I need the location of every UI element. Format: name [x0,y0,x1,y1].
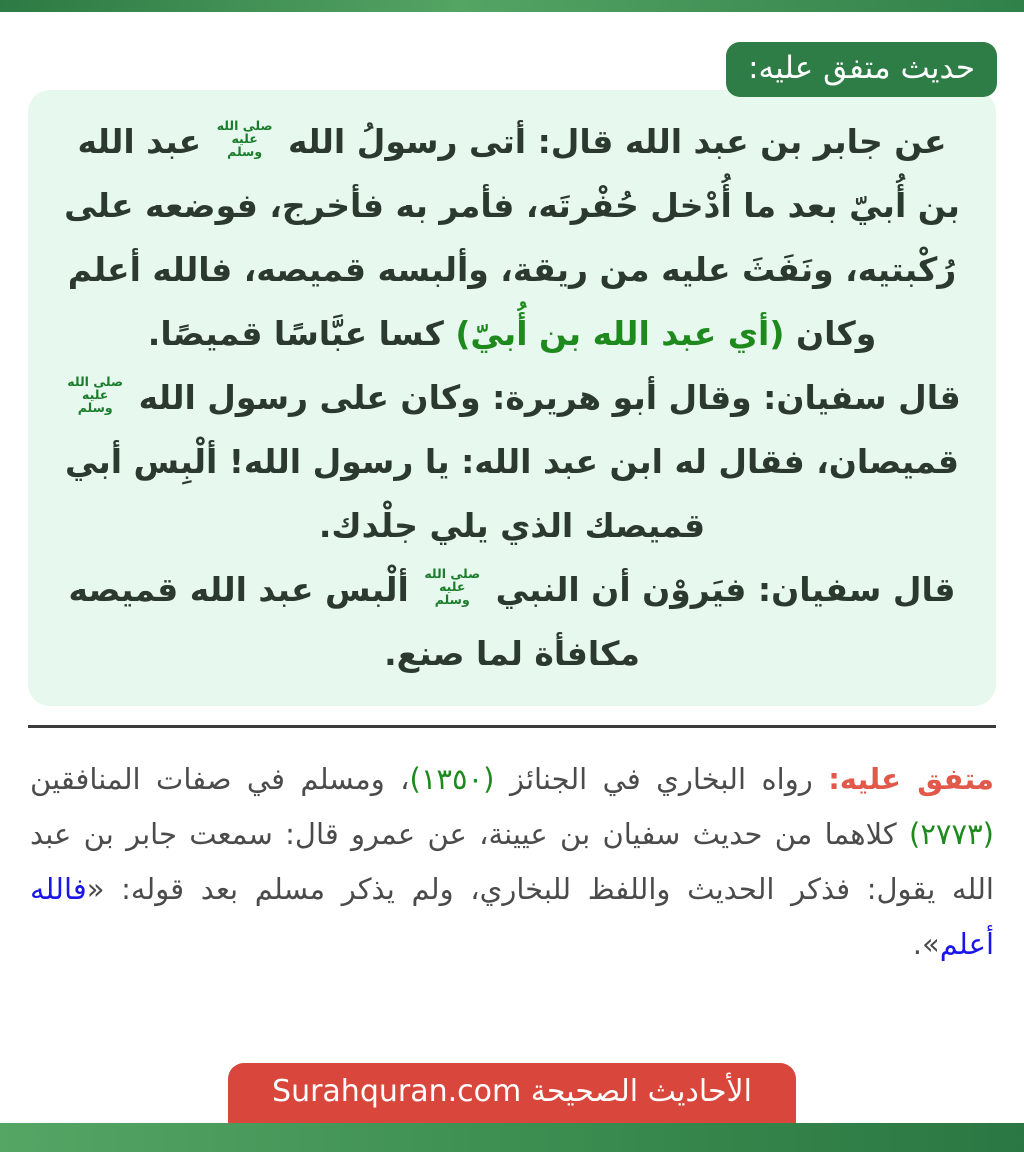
pbuh-calligraphy-icon [217,119,273,158]
site-badge-domain: Surahquran.com [272,1074,522,1109]
bukhari-number: (١٣٥٠) [409,762,495,796]
pbuh-line3: وسلم [434,592,470,608]
muslim-number: (٢٧٧٣) [909,817,994,851]
hadith-p1-gloss: (أي عبد الله بن أُبيّ) [455,314,785,353]
pbuh-line2: عليه [439,578,466,594]
hadith-box [28,90,996,706]
hadith-p2-text-a: قال سفيان: وقال أبو هريرة: وكان على رسول الله [127,378,961,417]
hadith-p1-text-b: عبد الله بن أُبيّ بعد ما أُدْخل حُفْرتَه، فأمر به فأخرج، فوضعه على رُكْبتيه، ونَفَثَ عليه من ريقة، وألبسه قميصه، فالله أعلم وكان [64,122,960,353]
bottom-accent-bar [0,1123,1024,1152]
header [0,42,997,97]
agreed-upon-label: متفق عليه: [828,762,995,796]
pbuh-line1: صلى الله [424,565,481,581]
pbuh-line3: وسلم [227,144,263,160]
source-text-a: رواه البخاري في الجنائز [494,762,829,796]
hadith-paragraph-2 [54,366,970,558]
pbuh-calligraphy-icon [424,567,480,606]
hadith-p2-text-b: قميصان، فقال له ابن عبد الله: يا رسول الله! ألْبِس أبي قميصك الذي يلي جلْدك. [64,442,960,545]
hadith-paragraph-1 [54,110,970,366]
hadith-p1-text-a: عن جابر بن عبد الله قال: أتى رسولُ الله [276,122,947,161]
pbuh-calligraphy-icon [67,375,123,414]
top-accent-bar [0,0,1024,12]
hadith-type-badge: حديث متفق عليه: [726,42,997,97]
hadith-text [54,110,970,686]
site-badge-title: الأحاديث الصحيحة [530,1074,752,1109]
source-text-d: ». [912,927,940,961]
hadith-p3-text-a: قال سفيان: فيَروْن أن النبي [484,570,956,609]
pbuh-line1: صلى الله [67,373,124,389]
hadith-p3-text-b: ألْبس عبد الله قميصه مكافأة لما صنع. [68,570,640,673]
quote-link[interactable]: فالله أعلم [30,872,994,961]
hadith-paragraph-3 [54,558,970,686]
takhrij-paragraph [30,752,994,972]
source-text-b: ، ومسلم في صفات المنافقين [30,762,410,796]
pbuh-line2: عليه [82,386,109,402]
site-badge[interactable] [228,1063,796,1123]
section-divider [28,725,996,728]
pbuh-line3: وسلم [77,400,113,416]
footer [0,1063,1024,1152]
hadith-p1-text-c: كسا عبَّاسًا قميصًا. [147,314,456,353]
source-text-c: كلاهما من حديث سفيان بن عيينة، عن عمرو قال: سمعت جابر بن عبد الله يقول: فذكر الحديث واللفظ للبخاري، ولم يذكر مسلم بعد قوله: « [30,817,994,906]
pbuh-line2: عليه [231,130,258,146]
pbuh-line1: صلى الله [216,117,273,133]
